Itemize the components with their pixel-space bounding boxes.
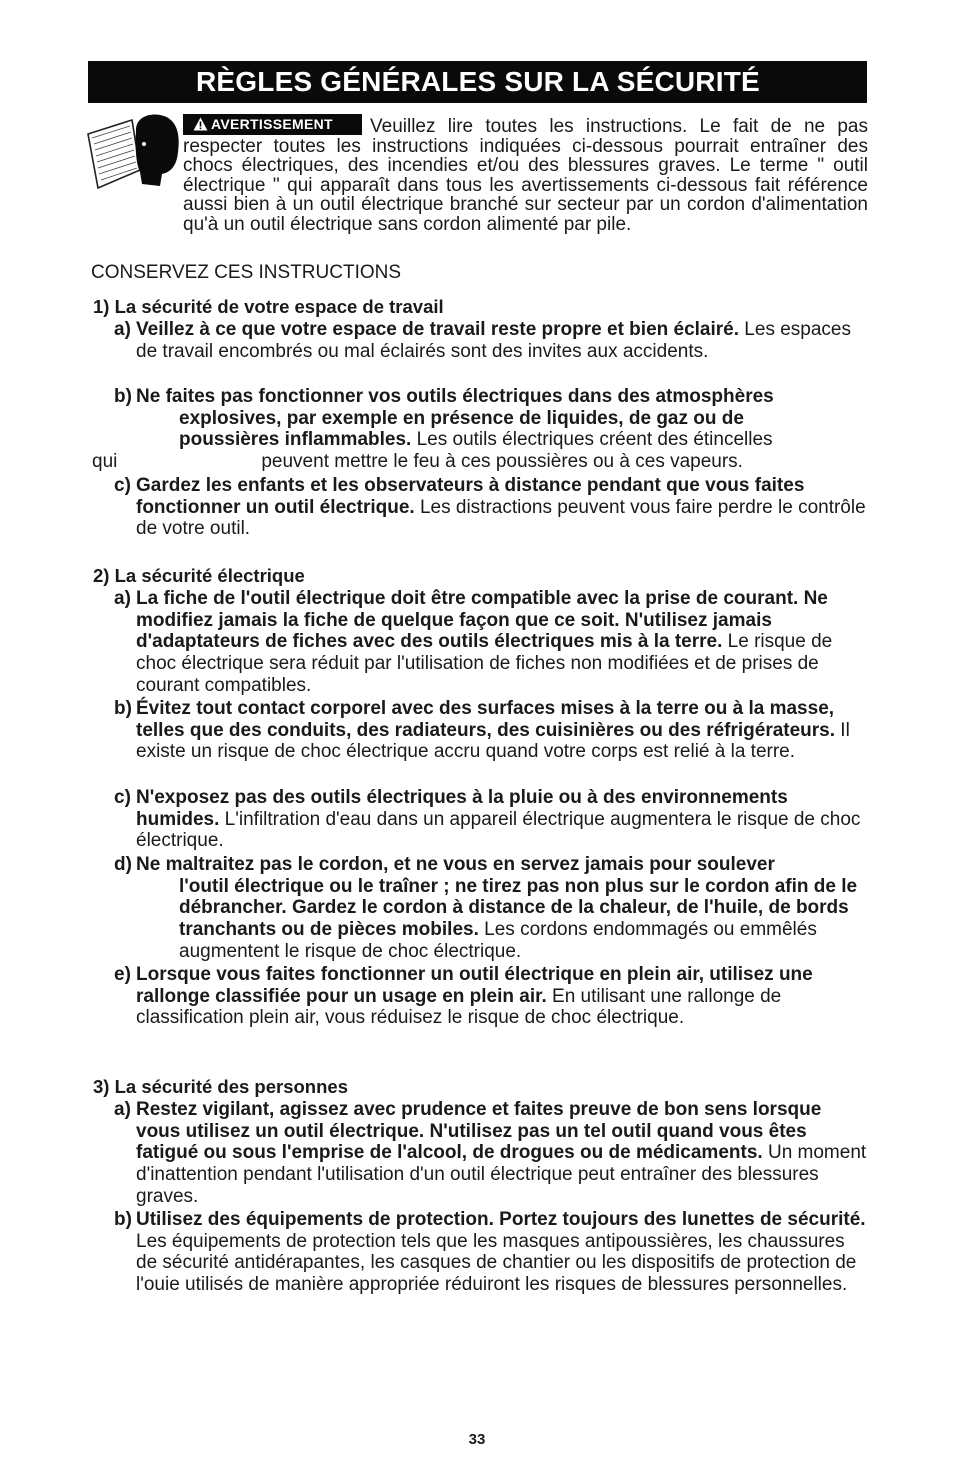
item-bold-text: Restez vigilant, agissez avec prudence et faites preuve de bon sens lorsque vous utilisez un outil électrique. N'utilisez pas un tel outil quand vous êtes fatigué ou sous l'emprise de l'alcool, de drogues ou de médicaments. [136, 1099, 822, 1164]
item-text: qui [92, 451, 118, 473]
page-number: 33 [468, 1431, 486, 1448]
item-label: d) [114, 854, 132, 875]
section-heading-work-area: 1) La sécurité de votre espace de travail [93, 296, 444, 317]
item-label: c) [114, 475, 131, 496]
list-item [114, 1209, 868, 1296]
item-text: Il existe un risque de choc électrique accru quand votre corps est relié à la terre. [136, 719, 850, 763]
item-bold-text: poussières inflammables. [179, 429, 412, 451]
list-item [114, 319, 868, 362]
list-item [114, 854, 868, 963]
warning-badge-label: AVERTISSEMENT [211, 116, 333, 132]
list-item [114, 964, 868, 1029]
warning-text: Veuillez lire toutes les instructions. Le fait de ne pas respecter toutes les instructions indiquées ci-dessous pourrait entraîner des chocs électriques, des incendies et/ou des blessures graves. Le terme " outil électrique " qui apparaît dans tous les avertissements ci-dessous fait référence aussi bien à un outil électrique branché sur secteur par un cordon d'alimentation qu'à un outil électrique sans cordon alimenté par pile. [183, 116, 868, 235]
list-item [114, 787, 868, 852]
section-heading-personal: 3) La sécurité des personnes [93, 1076, 348, 1097]
item-label: a) [114, 1099, 131, 1120]
item-bold-text: explosives, par exemple en présence de liquides, de gaz ou de [179, 407, 744, 429]
item-bold-text: Utilisez des équipements de protection. Portez toujours des lunettes de sécurité. [136, 1209, 866, 1230]
item-label: a) [114, 319, 131, 340]
item-label: c) [114, 787, 131, 808]
item-bold-text: N'exposez pas des outils électriques à la pluie ou à des environnements humides. [136, 787, 788, 830]
read-manual-icon [86, 112, 182, 190]
item-label: b) [114, 386, 132, 407]
list-item [92, 386, 868, 473]
item-text: Les équipements de protection tels que les masques antipoussières, les chaussures de sécurité antidérapantes, les casques de chantier ou les dispositifs de protection de l'ouie utilisés de manière appropriée réduiront les risques de blessures personnelles. [136, 1230, 857, 1296]
item-bold-text: Évitez tout contact corporel avec des surfaces mises à la terre ou à la masse, telles que des conduits, des radiateurs, des cuisinières ou des réfrigérateurs. [136, 698, 836, 741]
list-item [114, 1099, 868, 1208]
page-title: RÈGLES GÉNÉRALES SUR LA SÉCURITÉ [88, 61, 867, 103]
item-text: Les outils électriques créent des étincelles [411, 429, 773, 451]
item-bold-text: Lorsque vous faites fonctionner un outil électrique en plein air, utilisez une rallonge classifiée pour un usage en plein air. [136, 964, 813, 1007]
item-label: a) [114, 588, 131, 609]
save-instructions-notice: CONSERVEZ CES INSTRUCTIONS [91, 262, 402, 283]
item-text: Un moment d'inattention pendant l'utilisation d'un outil électrique peut entraîner des blessures graves. [136, 1142, 867, 1207]
item-bold-text: Ne faites pas fonctionner vos outils électriques dans des atmosphères [136, 386, 774, 407]
list-item [114, 475, 868, 540]
item-bold-text: l'outil électrique ou le traîner ; ne tirez pas non plus sur le cordon afin de le débrancher. Gardez le cordon à distance de la chaleur, de l'huile, de bords tranchants ou de pièces mobiles. [179, 875, 858, 941]
list-item [114, 588, 868, 697]
item-text: L'infiltration d'eau dans un appareil électrique augmentera le risque de choc électrique. [136, 808, 861, 852]
item-text: Les distractions peuvent vous faire perdre le contrôle de votre outil. [136, 496, 866, 540]
item-text: Le risque de choc électrique sera réduit par l'utilisation de fiches non modifiées et de prises de courant compatibles. [136, 631, 833, 696]
item-label: b) [114, 698, 132, 719]
item-text: En utilisant une rallonge de classification plein air, vous réduisez le risque de choc électrique. [136, 985, 782, 1029]
item-label: e) [114, 964, 131, 985]
item-bold-text: La fiche de l'outil électrique doit être compatible avec la prise de courant. Ne modifiez jamais la fiche de quelque façon que ce soit. N'utilisez jamais d'adaptateurs de fiches avec des outils électriques mis à la terre. [136, 588, 828, 653]
warning-text-block [183, 117, 868, 234]
item-text: Les espaces de travail encombrés ou mal éclairés sont des invites aux accidents. [136, 319, 851, 362]
item-bold-text: Ne maltraitez pas le cordon, et ne vous en servez jamais pour soulever [136, 854, 775, 875]
item-bold-text: Veillez à ce que votre espace de travail reste propre et bien éclairé. [136, 319, 740, 340]
item-label: b) [114, 1209, 132, 1230]
list-item [114, 698, 868, 763]
section-heading-electrical: 2) La sécurité électrique [93, 565, 305, 586]
item-text: peuvent mettre le feu à ces poussières ou à ces vapeurs. [261, 451, 743, 473]
item-text: Les cordons endommagés ou emmêlés augmentent le risque de choc électrique. [179, 919, 817, 962]
item-bold-text: Gardez les enfants et les observateurs à distance pendant que vous faites fonctionner un outil électrique. [136, 475, 805, 518]
